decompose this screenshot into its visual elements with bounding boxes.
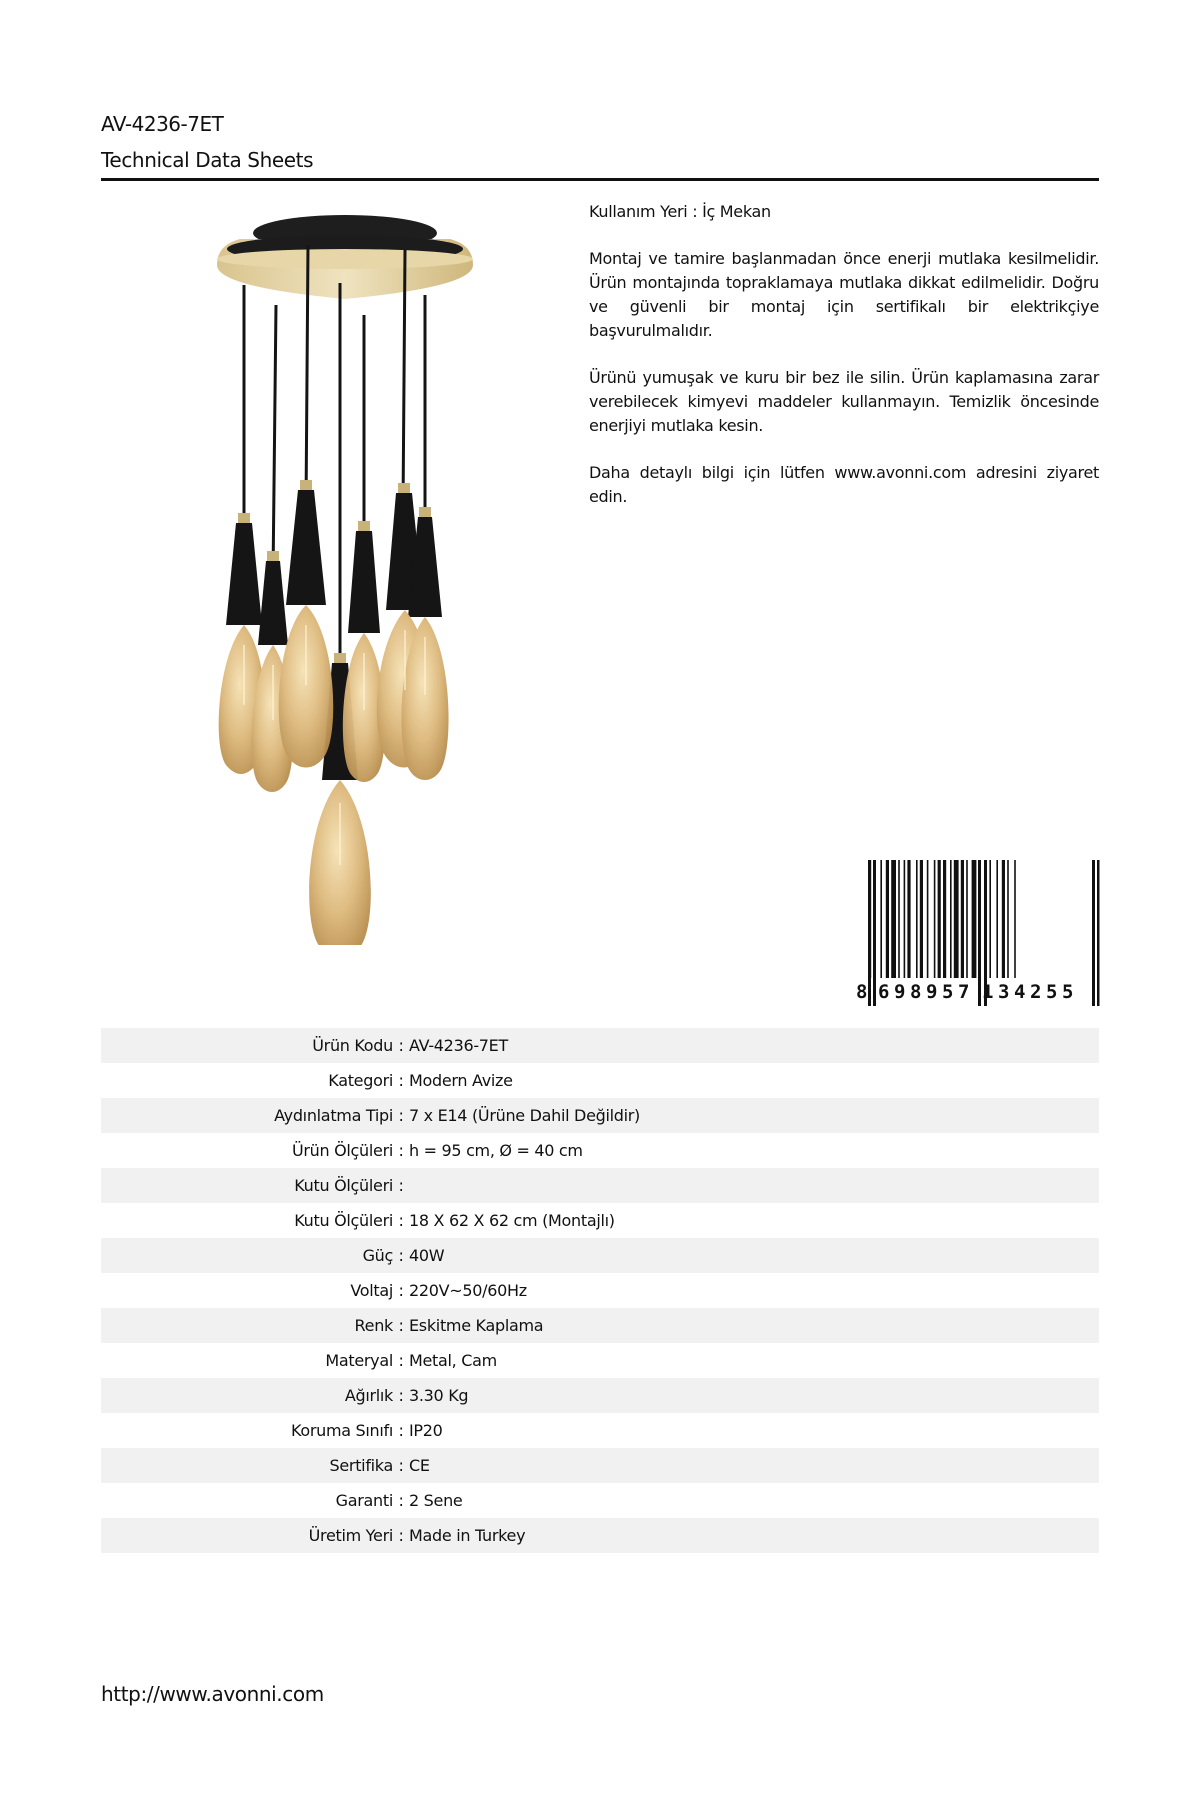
spec-label: Garanti — [335, 1491, 393, 1510]
spec-value: Modern Avize — [409, 1071, 513, 1090]
usage-location: Kullanım Yeri : İç Mekan — [589, 202, 771, 221]
spec-separator: : — [398, 1456, 404, 1475]
spec-separator: : — [398, 1351, 404, 1370]
table-row — [101, 1483, 1099, 1518]
table-row — [101, 1413, 1099, 1448]
barcode-digit: 7 — [958, 981, 970, 1003]
barcode-digit: 8 — [856, 981, 868, 1003]
table-row — [101, 1063, 1099, 1098]
barcode-digit: 5 — [1062, 981, 1074, 1003]
spec-separator: : — [398, 1141, 404, 1160]
barcode-digit: 1 — [982, 981, 994, 1003]
spec-label: Kutu Ölçüleri — [294, 1211, 393, 1230]
spec-value: 18 X 62 X 62 cm (Montajlı) — [409, 1211, 615, 1230]
barcode-digit: 8 — [910, 981, 922, 1003]
spec-value: 2 Sene — [409, 1491, 463, 1510]
usage-info — [589, 200, 1099, 532]
spec-separator: : — [398, 1526, 404, 1545]
spec-separator: : — [398, 1176, 404, 1195]
table-row — [101, 1028, 1099, 1063]
table-row — [101, 1448, 1099, 1483]
table-row — [101, 1098, 1099, 1133]
spec-label: Ürün Ölçüleri — [291, 1141, 393, 1160]
spec-value: h = 95 cm, Ø = 40 cm — [409, 1141, 583, 1160]
spec-separator: : — [398, 1386, 404, 1405]
spec-separator: : — [398, 1281, 404, 1300]
barcode-digit: 3 — [998, 981, 1010, 1003]
table-row — [101, 1343, 1099, 1378]
barcode-digit: 6 — [878, 981, 890, 1003]
barcode-digit: 9 — [926, 981, 938, 1003]
barcode-number — [856, 981, 1100, 1005]
spec-value: 3.30 Kg — [409, 1386, 469, 1405]
table-row — [101, 1518, 1099, 1553]
spec-value: 220V~50/60Hz — [409, 1281, 527, 1300]
barcode-digit: 5 — [1046, 981, 1058, 1003]
cleaning-instructions: Ürünü yumuşak ve kuru bir bez ile silin. Ürün kaplamasına zarar verebilecek kimyevi maddeler kullanmayın. Temizlik öncesinde enerjiyi mutlaka kesin. — [589, 368, 1099, 435]
spec-separator: : — [398, 1421, 404, 1440]
spec-label: Materyal — [325, 1351, 393, 1370]
spec-label: Güç — [362, 1246, 393, 1265]
spec-separator: : — [398, 1246, 404, 1265]
spec-separator: : — [398, 1106, 404, 1125]
spec-label: Voltaj — [350, 1281, 393, 1300]
spec-separator: : — [398, 1316, 404, 1335]
product-code-title: AV-4236-7ET — [101, 112, 224, 136]
spec-label: Kutu Ölçüleri — [294, 1176, 393, 1195]
barcode-digit: 4 — [1014, 981, 1026, 1003]
document-subtitle: Technical Data Sheets — [101, 148, 314, 172]
spec-value: Eskitme Kaplama — [409, 1316, 544, 1335]
spec-label: Sertifika — [329, 1456, 393, 1475]
spec-separator: : — [398, 1491, 404, 1510]
spec-label: Üretim Yeri — [308, 1526, 393, 1545]
installation-warning: Montaj ve tamire başlanmadan önce enerji mutlaka kesilmelidir. Ürün montajında topraklamaya mutlaka dikkat edilmelidir. Doğru ve güvenli bir montaj için sertifikalı bir elektrikçiye başvurulmalıdır. — [589, 249, 1099, 340]
header-divider — [101, 178, 1099, 181]
table-row — [101, 1378, 1099, 1413]
spec-table — [101, 1028, 1099, 1553]
barcode-digit: 2 — [1030, 981, 1042, 1003]
spec-value: 7 x E14 (Ürüne Dahil Değildir) — [409, 1106, 640, 1125]
spec-value: CE — [409, 1456, 430, 1475]
spec-value: AV-4236-7ET — [409, 1036, 508, 1055]
table-row — [101, 1133, 1099, 1168]
barcode-digit: 9 — [894, 981, 906, 1003]
spec-label: Ağırlık — [344, 1386, 393, 1405]
spec-value: Metal, Cam — [409, 1351, 497, 1370]
spec-value: 40W — [409, 1246, 445, 1265]
table-row — [101, 1308, 1099, 1343]
table-row — [101, 1168, 1099, 1203]
spec-label: Kategori — [328, 1071, 393, 1090]
spec-label: Koruma Sınıfı — [290, 1421, 393, 1440]
pendant-chandelier-icon — [200, 205, 555, 945]
spec-separator: : — [398, 1071, 404, 1090]
table-row — [101, 1238, 1099, 1273]
spec-value: Made in Turkey — [409, 1526, 526, 1545]
table-row — [101, 1273, 1099, 1308]
spec-label: Ürün Kodu — [312, 1036, 393, 1055]
more-info-note: Daha detaylı bilgi için lütfen www.avonni.com adresini ziyaret edin. — [589, 463, 1099, 506]
spec-separator: : — [398, 1211, 404, 1230]
spec-label: Aydınlatma Tipi — [274, 1106, 393, 1125]
table-row — [101, 1203, 1099, 1238]
spec-value: IP20 — [409, 1421, 443, 1440]
spec-label: Renk — [354, 1316, 393, 1335]
spec-separator: : — [398, 1036, 404, 1055]
barcode-digit: 5 — [942, 981, 954, 1003]
footer-website-link[interactable]: http://www.avonni.com — [101, 1682, 324, 1706]
